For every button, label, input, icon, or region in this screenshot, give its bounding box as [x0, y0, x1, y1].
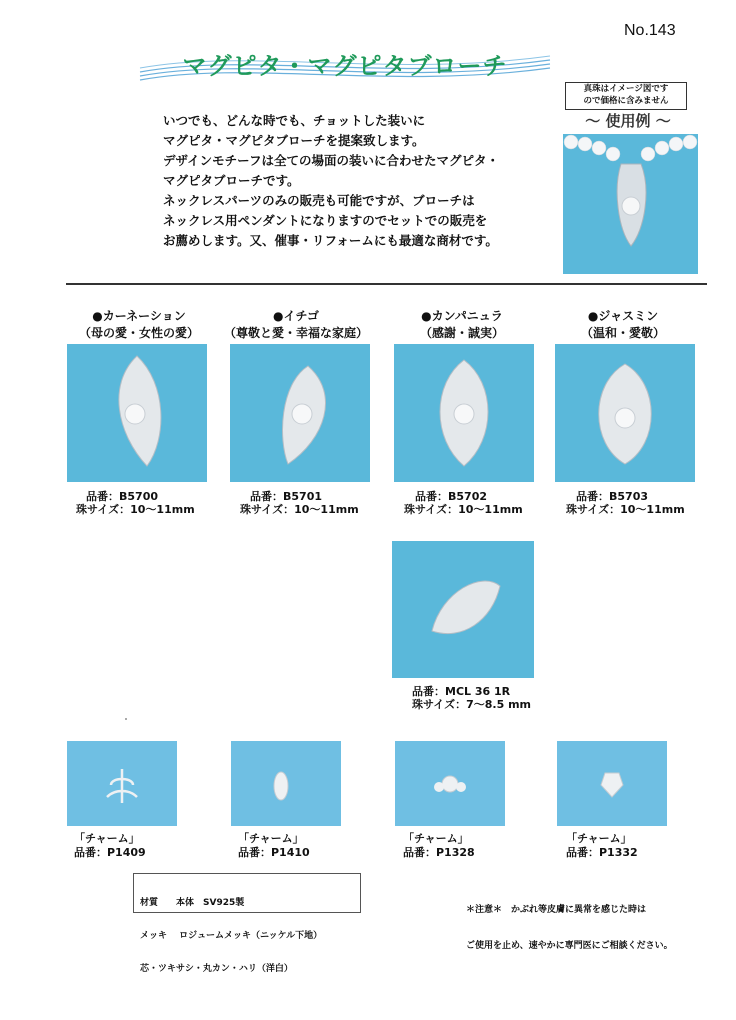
product-size-b5701: 珠サイズ：10〜11mm [240, 503, 359, 516]
charm-image-icon [67, 741, 177, 826]
materials-text [140, 876, 322, 986]
product-size-b5703: 珠サイズ：10〜11mm [566, 503, 685, 516]
charm-code-p1409: 品番：P1409 [74, 846, 146, 859]
product-code-b5701: 品番：B5701 [250, 490, 322, 503]
materials-line: 材質 本体 SV925製 [140, 898, 245, 908]
charm-image-icon [395, 741, 505, 826]
product-code-b5702: 品番：B5702 [415, 490, 487, 503]
document-number: No.143 [624, 22, 676, 39]
product-meaning-label: （尊敬と愛・幸福な家庭） [223, 326, 368, 340]
charm-code-p1332: 品番：P1332 [566, 846, 638, 859]
product-photo-b5701 [230, 344, 370, 482]
product-photo-b5700 [67, 344, 207, 482]
charm-image-icon [557, 741, 667, 826]
caution-text [466, 880, 673, 964]
charm-label-p1409: 「チャーム」 [74, 832, 140, 845]
intro-text: いつでも、どんな時でも、チョットした装いに マグピタ・マグピタブローチを提案致します。 デザインモチーフは全ての場面の装いに合わせたマグピタ・ マグピタブローチです。 ネックレスパーツのみの販売も可能ですが、ブローチは ネックレス用ペンダントになりますのでセットでの販売を お薦めします。又、催事・リフォームにも最適な商材です。 [163, 113, 500, 248]
charm-photo-p1409 [67, 741, 177, 826]
product-name-label: ●カンパニュラ [421, 309, 503, 323]
charm-label-p1332: 「チャーム」 [566, 832, 632, 845]
product-code-b5700: 品番：B5700 [86, 490, 158, 503]
materials-line: メッキ ロジュームメッキ（ニッケル下地） [140, 931, 323, 941]
product-name-b5700 [64, 308, 214, 342]
caution-line: ＊注意＊ かぶれ等皮膚に異常を感じた時は [466, 905, 647, 915]
charm-photo-p1410 [231, 741, 341, 826]
price-note-line1: 真珠はイメージ図です [583, 84, 669, 94]
product-name-label: ●ジャスミン [587, 309, 659, 323]
separator-dot [125, 718, 127, 720]
materials-line: 芯・ツキサシ・丸カン・ハリ（洋白） [140, 964, 293, 974]
brooch-image-icon [555, 344, 695, 482]
charm-photo-p1328 [395, 741, 505, 826]
product-meaning-label: （母の愛・女性の愛） [78, 326, 199, 340]
product-code-mcl361r: 品番：MCL 36 1R [412, 685, 511, 698]
product-size-b5702: 珠サイズ：10〜11mm [404, 503, 523, 516]
caution-line: ご使用を止め、速やかに専門医にご相談ください。 [466, 941, 673, 951]
brooch-image-icon [67, 344, 207, 482]
charm-code-p1410: 品番：P1410 [238, 846, 310, 859]
product-code-b5703: 品番：B5703 [576, 490, 648, 503]
product-meaning-label: （感謝・誠実） [419, 326, 504, 340]
product-photo-b5703 [555, 344, 695, 482]
charm-label-p1410: 「チャーム」 [238, 832, 304, 845]
product-size-b5700: 珠サイズ：10〜11mm [76, 503, 195, 516]
brooch-image-icon [230, 344, 370, 482]
pendant-image-icon [392, 541, 534, 678]
product-size-mcl361r: 珠サイズ：7〜8.5 mm [412, 698, 532, 711]
charm-photo-p1332 [557, 741, 667, 826]
price-note [565, 82, 687, 110]
product-name-label: ●イチゴ [273, 309, 319, 323]
necklace-image-icon [563, 134, 698, 274]
charm-label-p1328: 「チャーム」 [403, 832, 469, 845]
product-name-label: ●カーネーション [92, 309, 186, 323]
price-note-line2: ので価格に含みません [583, 96, 669, 106]
product-photo-b5702 [394, 344, 534, 482]
product-photo-mcl361r [392, 541, 534, 678]
usage-example-label: 〜 使用例 〜 [585, 112, 671, 130]
product-name-b5702 [387, 308, 537, 342]
divider-line [66, 283, 707, 285]
product-name-b5701 [221, 308, 371, 342]
product-name-b5703 [548, 308, 698, 342]
usage-example-photo [563, 134, 698, 274]
page-title: マグピタ・マグピタブローチ [182, 52, 508, 80]
charm-image-icon [231, 741, 341, 826]
brooch-image-icon [394, 344, 534, 482]
title-banner [130, 42, 560, 90]
product-meaning-label: （温和・愛敬） [580, 326, 665, 340]
charm-code-p1328: 品番：P1328 [403, 846, 475, 859]
